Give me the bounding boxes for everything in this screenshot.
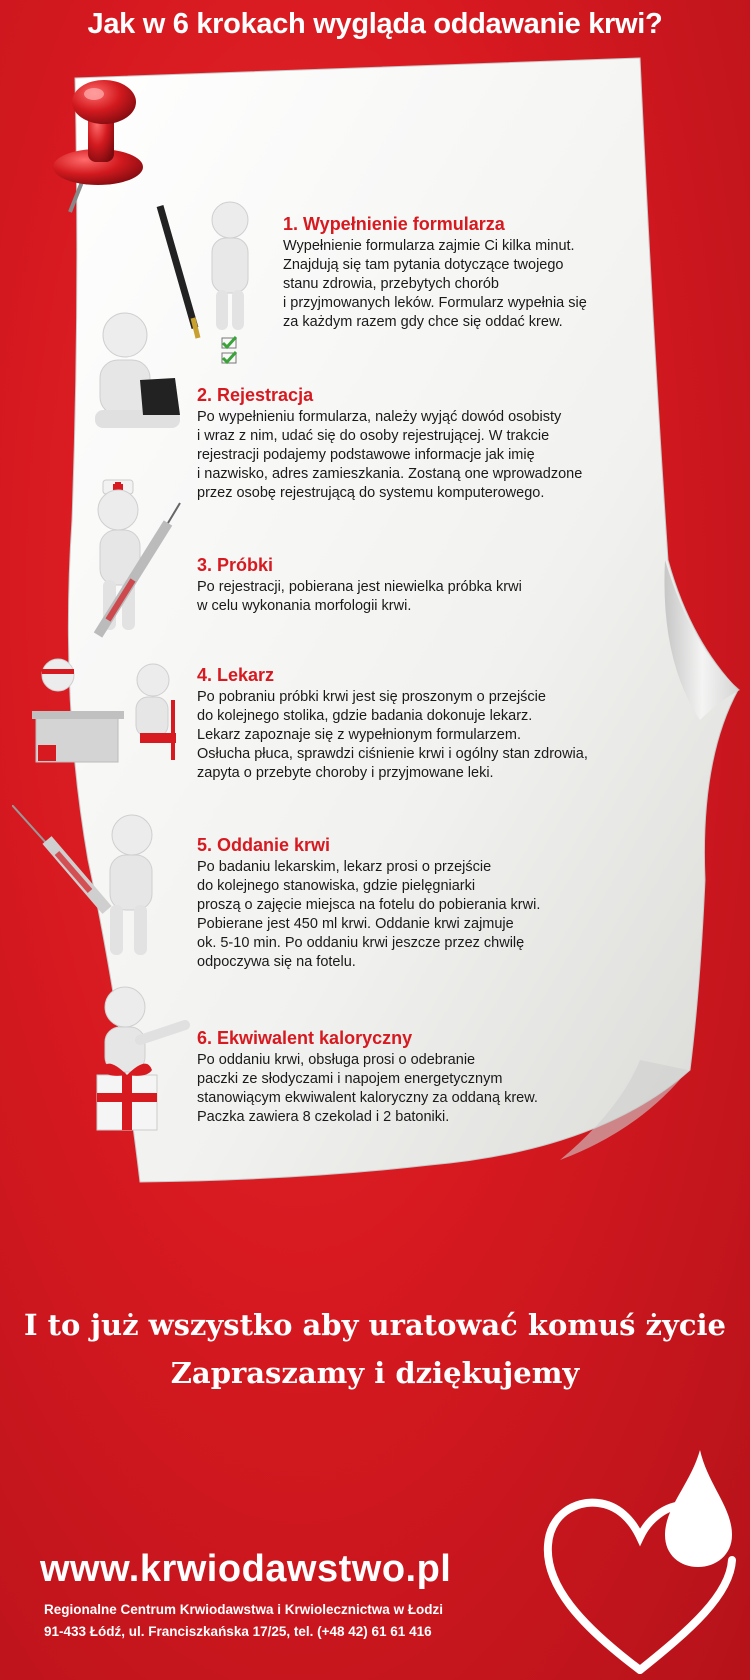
step-6 (197, 1028, 538, 1127)
step-6-body: Po oddaniu krwi, obsługa prosi o odebranie paczki ze słodyczami i napojem energetycznym stanowiącym ekwiwalent kaloryczny za oddaną krew. Paczka zawiera 8 czekolad i 2 batoniki. (197, 1052, 538, 1125)
step-3-body: Po rejestracji, pobierana jest niewielka próbka krwi w celu wykonania morfologii krwi. (197, 579, 522, 614)
heart-drop-logo-icon (540, 1445, 745, 1677)
step-4-title: 4. Lekarz (197, 665, 275, 685)
website-link[interactable]: www.krwiodawstwo.pl (40, 1548, 452, 1590)
organization-address: 91-433 Łódź, ul. Franciszkańska 17/25, tel. (+48 42) 61 61 416 (44, 1624, 432, 1639)
organization-name: Regionalne Centrum Krwiodawstwa i Krwiolecznictwa w Łodzi (44, 1602, 444, 1617)
step-2-title: 2. Rejestracja (197, 385, 314, 405)
step-1-title: 1. Wypełnienie formularza (283, 214, 505, 234)
step-3-title: 3. Próbki (197, 555, 274, 575)
step-4 (197, 665, 588, 783)
step-5 (197, 835, 540, 972)
step-1 (283, 214, 587, 332)
step-3 (197, 555, 522, 616)
page-title: Jak w 6 krokach wygląda oddawanie krwi? (87, 8, 663, 40)
step-1-body: Wypełnienie formularza zajmie Ci kilka minut. Znajdują się tam pytania dotyczące twojego stanu zdrowia, przebytych chorób i przyjmowanych leków. Formularz wypełnia się za każdym razem gdy chce się oddać krew. (283, 238, 587, 330)
step-2-body: Po wypełnieniu formularza, należy wyjąć dowód osobisty i wraz z nim, udać się do osoby rejestrującej. W trakcie rejestracji podajemy podstawowe informacje jak imię i nazwisko, adres zamieszkania. Zostaną one wprowadzone przez osobę rejestrującą do systemu komputerowego. (197, 409, 583, 501)
step-5-title: 5. Oddanie krwi (197, 835, 331, 855)
step-5-body: Po badaniu lekarskim, lekarz prosi o przejście do kolejnego stanowiska, gdzie pielęgniarki proszą o zajęcie miejsca na fotelu do pobierania krwi. Pobierane jest 450 ml krwi. Oddanie krwi zajmuje ok. 5-10 min. Po oddaniu krwi jeszcze przez chwilę odpoczywa się na fotelu. (197, 859, 541, 970)
step-6-title: 6. Ekwiwalent kaloryczny (197, 1028, 413, 1048)
step-2 (197, 385, 582, 503)
tagline-thanks: Zapraszamy i dziękujemy (170, 1356, 580, 1390)
tagline-main: I to już wszystko aby uratować komuś życie (24, 1308, 726, 1342)
step-4-body: Po pobraniu próbki krwi jest się proszonym o przejście do kolejnego stolika, gdzie badania dokonuje lekarz. Lekarz zapoznaje się z wypełnionym formularzem. Osłucha płuca, sprawdzi ciśnienie krwi i ogólny stan zdrowia, zapyta o przebyte choroby i przyjmowane leki. (197, 689, 588, 781)
